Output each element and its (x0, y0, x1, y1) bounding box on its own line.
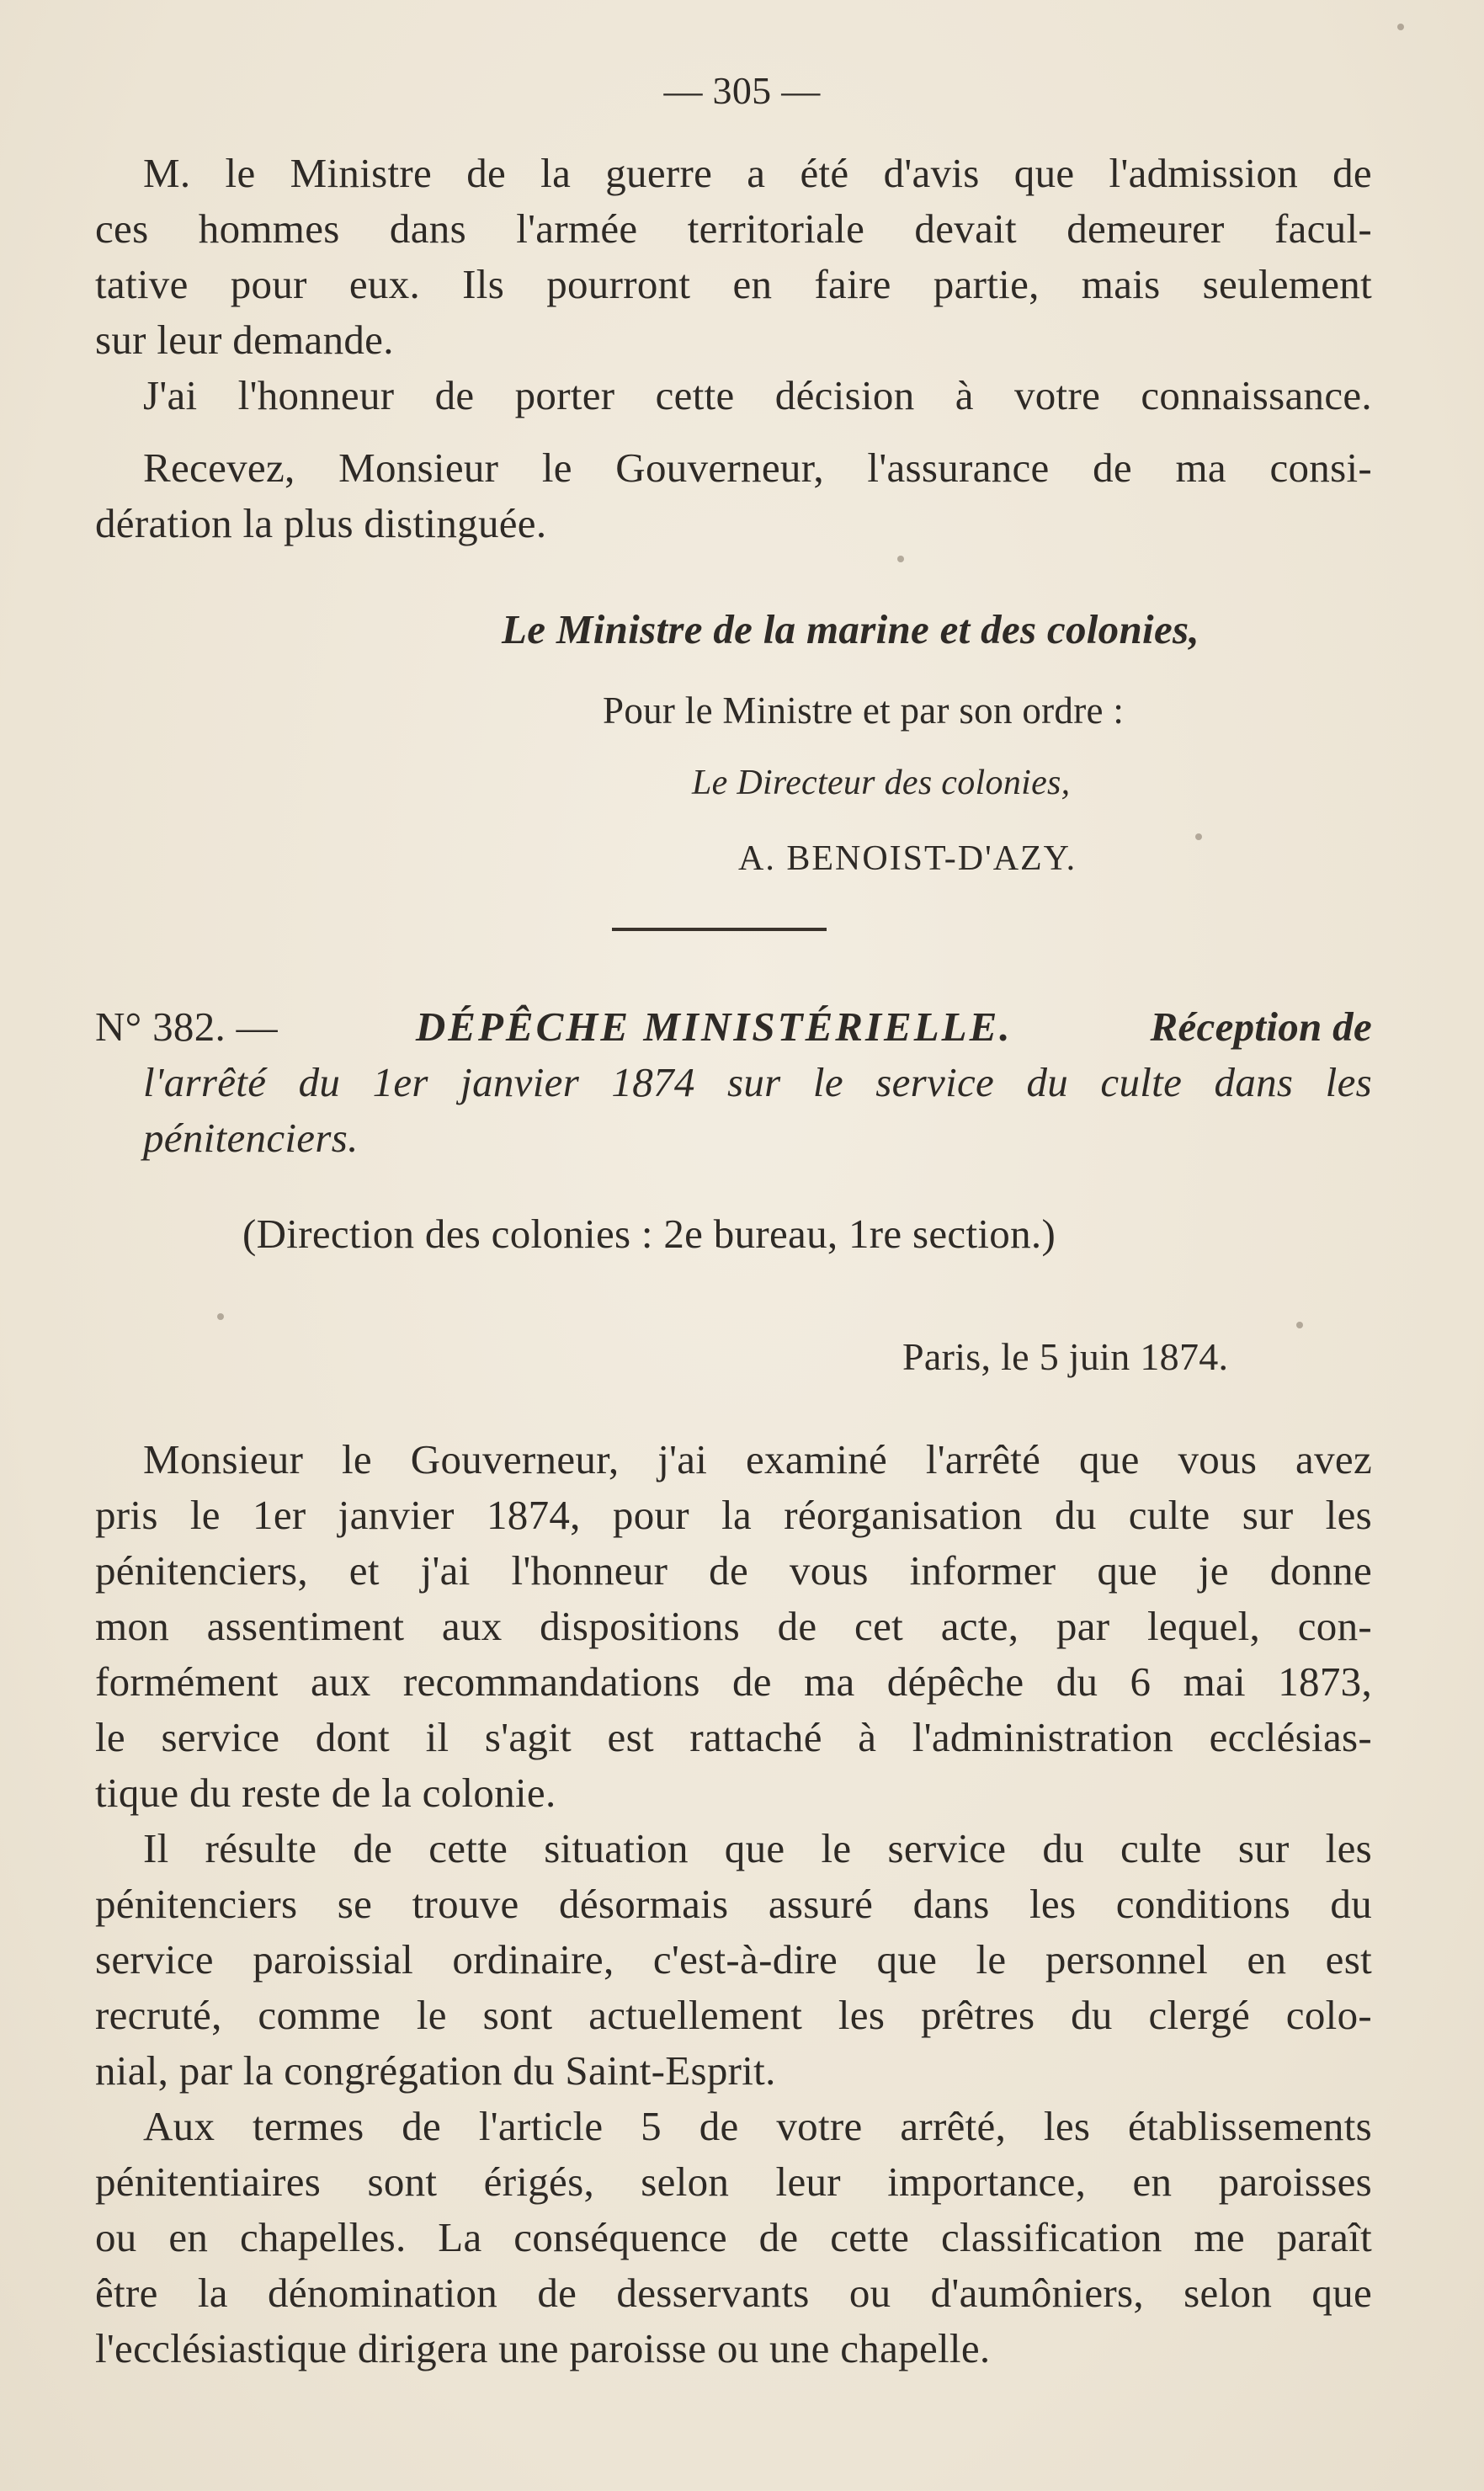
heading-line: l'arrêté du 1er janvier 1874 sur le service du culte dans les (143, 1059, 1372, 1105)
text-line: pénitenciers, et j'ai l'honneur de vous informer que je donne (95, 1547, 1372, 1594)
text-line: tique du reste de la colonie. (95, 1770, 556, 1816)
signature-director: Le Directeur des colonies, (692, 764, 1071, 802)
dateline: Paris, le 5 juin 1874. (902, 1335, 1229, 1378)
text-line: Monsieur le Gouverneur, j'ai examiné l'arrêté que vous avez (143, 1436, 1372, 1482)
text-line: formément aux recommandations de ma dépêche du 6 mai 1873, (95, 1658, 1372, 1705)
text-line: pris le 1er janvier 1874, pour la réorganisation du culte sur les (95, 1492, 1372, 1538)
heading-subject: Réception de (1150, 1003, 1372, 1050)
text-line: Aux termes de l'article 5 de votre arrêté, les établissements (143, 2103, 1372, 2149)
paper-speck (897, 556, 904, 562)
direction-line: (Direction des colonies : 2e bureau, 1re section.) (242, 1211, 1056, 1257)
text-line: ces hommes dans l'armée territoriale devait demeurer facul- (95, 205, 1372, 252)
text-line: ou en chapelles. La conséquence de cette classification me paraît (95, 2214, 1372, 2260)
heading-number: N° 382. — (95, 1003, 278, 1050)
paper-speck (1397, 24, 1404, 30)
text-line: recruté, comme le sont actuellement les prêtres du clergé colo- (95, 1992, 1372, 2038)
paper-speck (1195, 833, 1202, 840)
page-number: — 305 — (663, 69, 821, 112)
text-line: le service dont il s'agit est rattaché à l'administration ecclésias- (95, 1714, 1372, 1760)
text-line: M. le Ministre de la guerre a été d'avis que l'admission de (143, 150, 1372, 196)
text-line: Recevez, Monsieur le Gouverneur, l'assurance de ma consi- (143, 444, 1372, 491)
paper-speck (217, 1313, 224, 1320)
signature-minister: Le Ministre de la marine et des colonies, (502, 606, 1199, 652)
text-line: l'ecclésiastique dirigera une paroisse ou une chapelle. (95, 2325, 991, 2371)
text-line: tative pour eux. Ils pourront en faire partie, mais seulement (95, 261, 1372, 307)
heading-line: pénitenciers. (143, 1115, 359, 1161)
text-line: pénitentiaires sont érigés, selon leur importance, en paroisses (95, 2158, 1372, 2205)
text-line: service paroissial ordinaire, c'est-à-dire que le personnel en est (95, 1936, 1372, 1983)
heading-title: DÉPÊCHE MINISTÉRIELLE. (415, 1003, 1013, 1050)
text-line: dération la plus distinguée. (95, 500, 547, 546)
text-line: mon assentiment aux dispositions de cet acte, par lequel, con- (95, 1603, 1372, 1649)
paper-speck (1296, 1322, 1303, 1328)
text-line: nial, par la congrégation du Saint-Esprit. (95, 2047, 776, 2094)
text-line: pénitenciers se trouve désormais assuré dans les conditions du (95, 1881, 1372, 1927)
heading-line (95, 1002, 1372, 1052)
signature-name: A. BENOIST-D'AZY. (738, 839, 1077, 878)
text-line: sur leur demande. (95, 317, 394, 363)
text-line: Il résulte de cette situation que le service du culte sur les (143, 1825, 1372, 1871)
text-line: J'ai l'honneur de porter cette décision à votre connaissance. (143, 372, 1372, 418)
section-divider (612, 928, 827, 931)
signature-order: Pour le Ministre et par son ordre : (603, 689, 1125, 732)
text-line: être la dénomination de desservants ou d'aumôniers, selon que (95, 2270, 1372, 2316)
